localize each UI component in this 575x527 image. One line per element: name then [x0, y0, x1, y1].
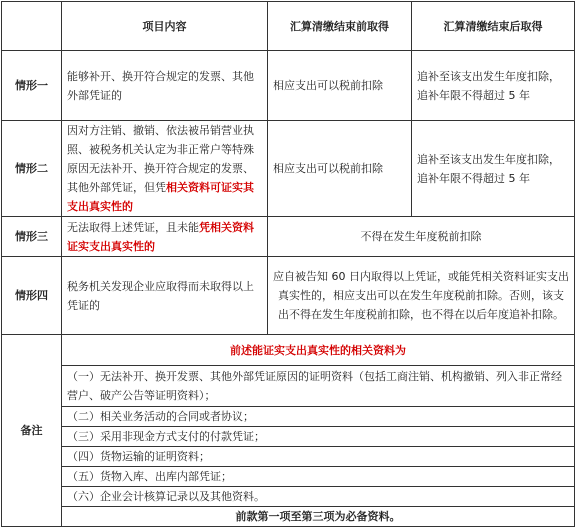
notes-label: 备注 [2, 335, 62, 527]
notes-item: （四）货物运输的证明资料； [62, 447, 575, 467]
case-content [62, 121, 268, 217]
case-content-highlight: 相关资料可证实其支出真实性的 [67, 181, 254, 213]
deduction-table [1, 1, 575, 527]
notes-footnote-row [2, 507, 575, 527]
case-content: 能够补开、换开符合规定的发票、其他外部凭证的 [62, 51, 268, 121]
case-after: 追补至该支出发生年度扣除，追补年限不得超过 5 年 [412, 51, 575, 121]
notes-item-row [2, 447, 575, 467]
header-content: 项目内容 [62, 2, 268, 51]
case-before: 相应支出可以税前扣除 [268, 51, 412, 121]
case-content-text: 因对方注销、撤销、依法被吊销营业执照、被税务机关认定为非正常户等特殊原因无法补开、换开符合规定的发票、其他外部凭证，但凭 [67, 124, 254, 194]
notes-item: （二）相关业务活动的合同或者协议； [62, 407, 575, 427]
row-case-3 [2, 217, 575, 257]
row-case-4 [2, 257, 575, 335]
row-case-1 [2, 51, 575, 121]
case-label: 情形四 [2, 257, 62, 335]
case-content-highlight: 凭相关资料证实支出真实性的 [67, 220, 254, 253]
header-after: 汇算清缴结束后取得 [412, 2, 575, 51]
case-content: 税务机关发现企业应取得而未取得以上凭证的 [62, 257, 268, 335]
notes-item-row [2, 487, 575, 507]
row-case-2 [2, 121, 575, 217]
notes-item: （六）企业会计核算记录以及其他资料。 [62, 487, 575, 507]
case-label: 情形三 [2, 217, 62, 257]
notes-item-row [2, 467, 575, 487]
case-after: 追补至该支出发生年度扣除，追补年限不得超过 5 年 [412, 121, 575, 217]
case-result: 不得在发生年度税前扣除 [268, 217, 575, 257]
case-result: 应自被告知 60 日内取得以上凭证，或能凭相关资料证实支出真实性的，相应支出可以在发生年度税前扣除。否则，该支出不得在发生年度税前扣除，也不得在以后年度追补扣除。 [268, 257, 575, 335]
case-content [62, 217, 268, 257]
notes-title: 前述能证实支出真实性的相关资料为 [62, 335, 575, 366]
case-before: 相应支出可以税前扣除 [268, 121, 412, 217]
case-label: 情形二 [2, 121, 62, 217]
case-label: 情形一 [2, 51, 62, 121]
notes-item-row [2, 366, 575, 407]
header-corner [2, 2, 62, 51]
notes-title-row [2, 335, 575, 366]
notes-item: （三）采用非现金方式支付的付款凭证； [62, 427, 575, 447]
notes-footnote: 前款第一项至第三项为必备资料。 [62, 507, 575, 527]
header-before: 汇算清缴结束前取得 [268, 2, 412, 51]
notes-item-row [2, 407, 575, 427]
notes-item: （五）货物入库、出库内部凭证； [62, 467, 575, 487]
header-row [2, 2, 575, 51]
case-content-text: 无法取得上述凭证，且未能 [67, 220, 199, 234]
notes-item: （一）无法补开、换开发票、其他外部凭证原因的证明资料（包括工商注销、机构撤销、列入非正常经营户、破产公告等证明资料）； [62, 366, 575, 407]
notes-item-row [2, 427, 575, 447]
